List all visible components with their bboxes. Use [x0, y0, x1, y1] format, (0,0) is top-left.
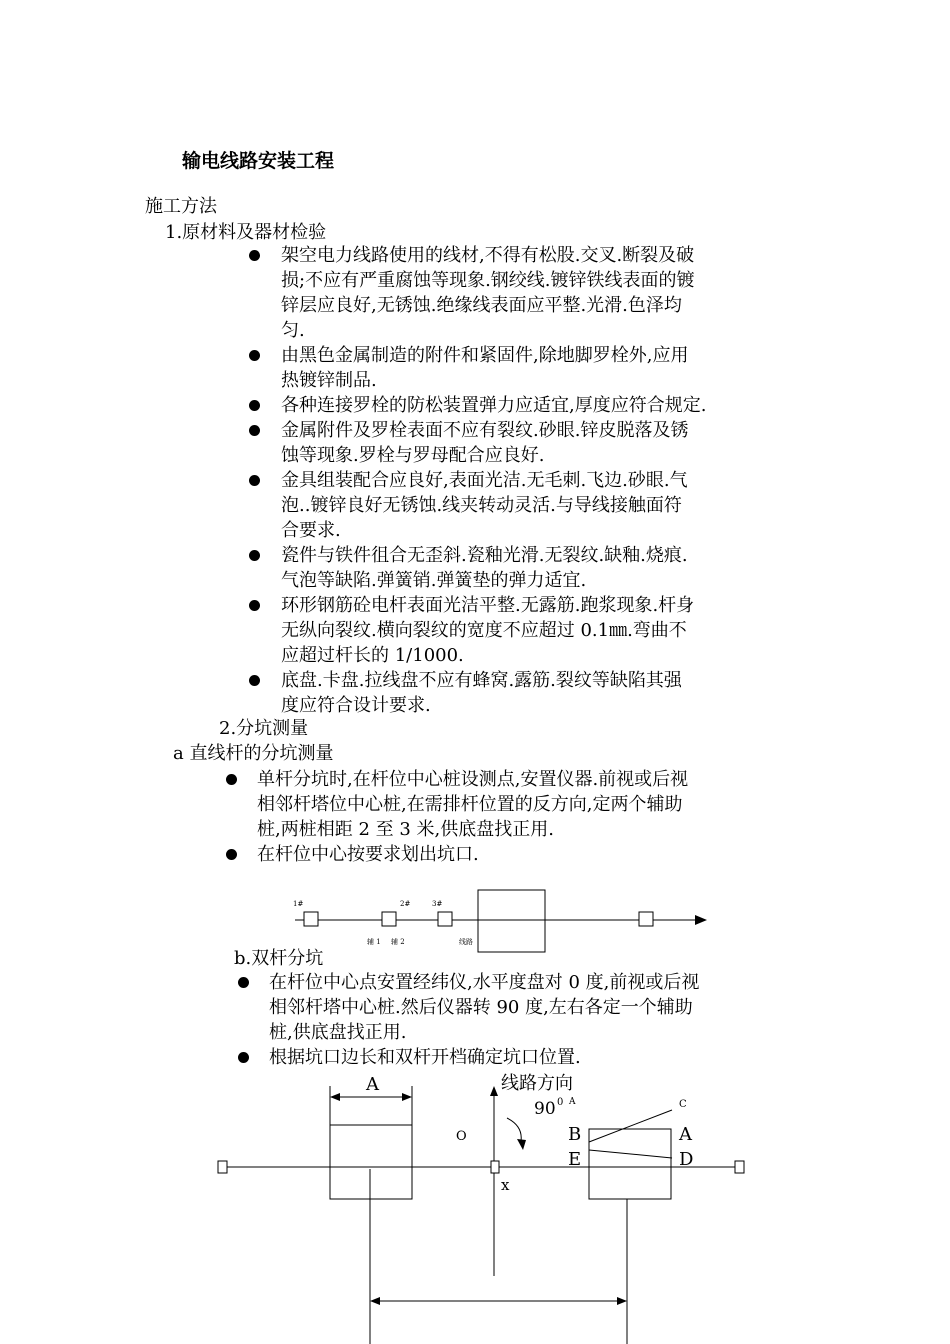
bullet-dot	[249, 350, 260, 361]
list-item-line: 相邻杆塔中心桩.然后仪器转 90 度,左右各定一个辅助	[269, 997, 693, 1018]
label-c-small: C	[679, 1099, 687, 1110]
single-pole-diagram	[285, 885, 715, 955]
list-item-line: 热镀锌制品.	[281, 370, 377, 391]
list-item	[281, 468, 688, 543]
aux-stake-left	[218, 1161, 227, 1173]
left-pit	[330, 1125, 412, 1199]
list-item	[257, 767, 688, 842]
bullet-dot	[226, 774, 237, 785]
label-dim-a: A	[366, 1074, 379, 1095]
list-item	[281, 418, 688, 468]
bullet-dot	[249, 550, 260, 561]
list-item-line: 环形钢筋砼电杆表面光洁平整.无露筋.跑浆现象.杆身	[281, 595, 695, 616]
list-item-line: 金具组装配合应良好,表面光洁.无毛刺.飞边.砂眼.气	[281, 470, 688, 491]
list-item-line: 桩,两桩相距 2 至 3 米,供底盘找正用.	[257, 819, 554, 840]
arrow-head	[695, 915, 707, 925]
list-item-line: 在杆位中心按要求划出坑口.	[257, 844, 479, 865]
stake-3	[438, 912, 452, 926]
label-direction: 线路方向	[501, 1073, 573, 1094]
list-item-line: 底盘.卡盘.拉线盘不应有蜂窝.露筋.裂纹等缺陷其强	[281, 670, 682, 691]
heading-straight-pole: a 直线杆的分坑测量	[173, 743, 334, 764]
rotation-arrow	[507, 1118, 521, 1141]
right-pit	[589, 1129, 671, 1199]
label-x: x	[501, 1176, 510, 1194]
list-item	[281, 668, 682, 718]
label-o: O	[456, 1129, 467, 1144]
list-item	[281, 593, 694, 668]
heading-double-pole: b.双杆分坑	[234, 948, 324, 969]
list-item-line: 泡..镀锌良好无锈蚀.线夹转动灵活.与导线接触面符	[281, 495, 682, 516]
aux-stake-right	[735, 1161, 744, 1173]
label-1: 1#	[293, 900, 304, 908]
list-item-line: 根据坑口边长和双杆开档确定坑口位置.	[269, 1047, 581, 1068]
stake-2	[382, 912, 396, 926]
label-b: B	[568, 1124, 582, 1145]
double-pole-diagram	[210, 1068, 755, 1344]
list-item-line: 匀.	[281, 320, 305, 341]
label-2: 2#	[400, 900, 411, 908]
list-item-line: 金属附件及罗栓表面不应有裂纹.砂眼.锌皮脱落及锈	[281, 420, 689, 441]
list-item	[281, 393, 706, 418]
label-aux1: 辅 1	[367, 938, 381, 946]
label-line: 线路	[459, 938, 473, 946]
label-e: E	[568, 1149, 582, 1170]
list-item	[257, 842, 479, 867]
bullet-dot	[249, 600, 260, 611]
list-item-line: 瓷件与铁件徂合无歪斜.瓷釉光滑.无裂纹.缺釉.烧痕.	[281, 545, 688, 566]
list-item-line: 单杆分坑时,在杆位中心桩设测点,安置仪器.前视或后视	[257, 769, 689, 790]
bullet-dot	[249, 400, 260, 411]
page-title: 输电线路安装工程	[182, 150, 335, 172]
bullet-dot	[226, 849, 237, 860]
list-item-line: 相邻杆塔位中心桩,在需排杆位置的反方向,定两个辅助	[257, 794, 683, 815]
label-angle-sup: 0	[557, 1097, 564, 1108]
list-item-line: 由黑色金属制造的附件和紧固件,除地脚罗栓外,应用	[281, 345, 689, 366]
list-item-line: 架空电力线路使用的线材,不得有松股.交叉.断裂及破	[281, 245, 695, 266]
label-angle: 90	[534, 1099, 556, 1119]
list-item-line: 桩,供底盘找正用.	[269, 1022, 407, 1043]
bullet-dot	[249, 425, 260, 436]
pit-box	[478, 890, 545, 952]
list-item-line: 在杆位中心点安置经纬仪,水平度盘对 0 度,前视或后视	[269, 972, 700, 993]
bullet-dot	[238, 977, 249, 988]
list-item	[281, 243, 695, 343]
bullet-dot	[238, 1052, 249, 1063]
bullet-dot	[249, 250, 260, 261]
label-aux2: 辅 2	[391, 938, 405, 946]
label-3: 3#	[432, 900, 443, 908]
list-item-line: 锌层应良好,无锈蚀.绝缘线表面应平整.光滑.色泽均	[281, 295, 682, 316]
list-item	[281, 343, 688, 393]
list-item-line: 各种连接罗栓的防松装置弹力应适宜,厚度应符合规定.	[281, 395, 707, 416]
bullet-dot	[249, 675, 260, 686]
list-item-line: 无纵向裂纹.横向裂纹的宽度不应超过 0.1㎜.弯曲不	[281, 620, 687, 641]
list-item-line: 度应符合设计要求.	[281, 695, 431, 716]
list-item-line: 蚀等现象.罗栓与罗母配合应良好.	[281, 445, 545, 466]
list-item-line: 气泡等缺陷.弹簧销.弹簧垫的弹力适宜.	[281, 570, 587, 591]
label-a: A	[679, 1124, 692, 1145]
centre-stake	[491, 1161, 499, 1173]
list-item	[269, 970, 699, 1045]
bullet-dot	[249, 475, 260, 486]
list-item-line: 合要求.	[281, 520, 341, 541]
list-item-line: 损;不应有严重腐蚀等现象.钢绞线.镀锌铁线表面的镀	[281, 270, 695, 291]
label-d: D	[679, 1149, 694, 1170]
list-item	[269, 1045, 581, 1070]
stake-1	[304, 912, 318, 926]
heading-materials: 1.原材料及器材检验	[165, 222, 327, 243]
section-heading: 施工方法	[145, 196, 217, 217]
list-item-line: 应超过杆长的 1/1000.	[281, 645, 464, 666]
list-item	[281, 543, 688, 593]
label-a-small: A	[569, 1097, 576, 1107]
stake-4	[639, 912, 653, 926]
heading-layout: 2.分坑测量	[219, 718, 309, 739]
